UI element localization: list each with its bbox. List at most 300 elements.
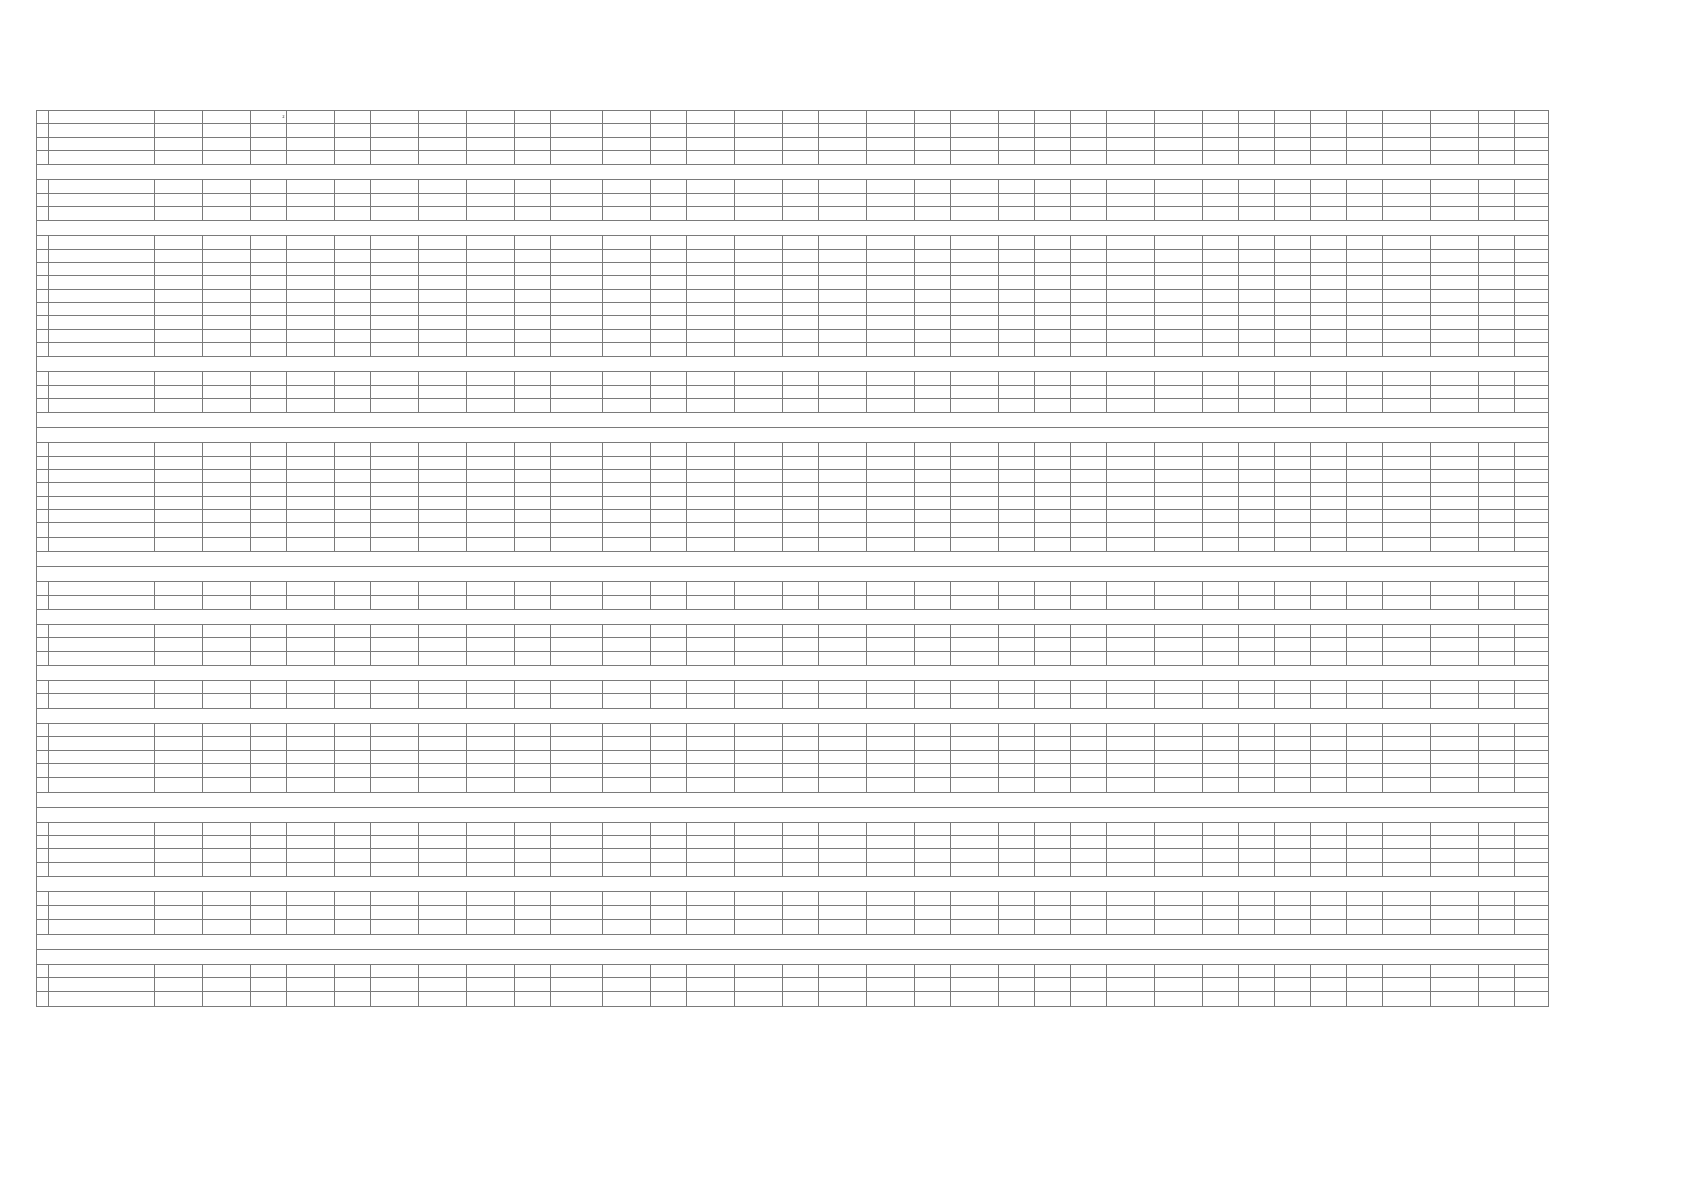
value-cell [1383, 750, 1431, 763]
value-cell [1239, 443, 1275, 456]
value-cell [1515, 849, 1549, 862]
value-cell [783, 249, 819, 262]
value-cell [467, 651, 515, 666]
value-cell [915, 737, 951, 750]
value-cell [1479, 193, 1515, 206]
value-cell [687, 385, 735, 398]
value-cell [1311, 329, 1347, 342]
value-cell [867, 595, 915, 610]
value-cell [735, 263, 783, 276]
value-cell [951, 302, 999, 315]
table-row [37, 302, 1549, 315]
value-cell [915, 638, 951, 651]
value-cell [335, 523, 371, 538]
value-cell [371, 263, 419, 276]
value-cell [867, 537, 915, 552]
address-cell [49, 470, 155, 483]
value-cell [1071, 651, 1107, 666]
value-cell [251, 763, 287, 778]
value-cell [1515, 737, 1549, 750]
value-cell [1071, 329, 1107, 342]
value-cell [155, 302, 203, 315]
value-cell [1383, 443, 1431, 456]
value-cell [1071, 595, 1107, 610]
value-cell [1071, 920, 1107, 935]
value-cell [371, 651, 419, 666]
value-cell [1239, 822, 1275, 835]
value-cell [783, 523, 819, 538]
value-cell [603, 723, 651, 736]
value-cell [1071, 992, 1107, 1007]
value-cell [1431, 595, 1479, 610]
row-number-cell [37, 249, 49, 262]
value-cell [551, 150, 603, 165]
value-cell [1383, 289, 1431, 302]
value-cell [1275, 723, 1311, 736]
value-cell [1155, 694, 1203, 709]
subtotal-row [37, 905, 1549, 920]
value-cell [551, 509, 603, 522]
value-cell [735, 836, 783, 849]
value-cell [651, 625, 687, 638]
value-cell [203, 263, 251, 276]
value-cell [783, 372, 819, 385]
value-cell [515, 137, 551, 150]
value-cell [203, 111, 251, 124]
value-cell [1107, 496, 1155, 509]
value-cell [1311, 180, 1347, 193]
value-cell [1155, 964, 1203, 977]
value-cell [783, 723, 819, 736]
value-cell [735, 651, 783, 666]
value-cell [819, 483, 867, 496]
value-cell [515, 537, 551, 552]
value-cell [603, 329, 651, 342]
value-cell [1311, 920, 1347, 935]
value-cell [371, 920, 419, 935]
value-cell [1203, 111, 1239, 124]
value-cell [1071, 180, 1107, 193]
value-cell [467, 385, 515, 398]
value-cell [1239, 509, 1275, 522]
value-cell [999, 263, 1035, 276]
value-cell [467, 316, 515, 329]
value-cell [1347, 137, 1383, 150]
section-heading-row [37, 792, 1549, 807]
value-cell [1311, 964, 1347, 977]
value-cell [951, 470, 999, 483]
section-heading-row [37, 428, 1549, 443]
row-number-cell [37, 483, 49, 496]
value-cell [251, 150, 287, 165]
value-cell [1203, 905, 1239, 920]
table-row [37, 625, 1549, 638]
value-cell [1203, 509, 1239, 522]
value-cell [155, 124, 203, 137]
value-cell [1383, 523, 1431, 538]
value-cell [783, 625, 819, 638]
value-cell [551, 316, 603, 329]
value-cell [155, 456, 203, 469]
value-cell [735, 862, 783, 877]
value-cell [783, 750, 819, 763]
value-cell [603, 977, 651, 992]
value-cell [371, 398, 419, 413]
address-cell [49, 651, 155, 666]
table-row [37, 822, 1549, 835]
value-cell [1275, 443, 1311, 456]
value-cell [419, 263, 467, 276]
value-cell [467, 483, 515, 496]
value-cell [467, 236, 515, 249]
value-cell [1035, 456, 1071, 469]
value-cell [335, 329, 371, 342]
value-cell [287, 750, 335, 763]
value-cell [1203, 329, 1239, 342]
value-cell [687, 651, 735, 666]
section-heading [37, 428, 1549, 443]
address-cell [49, 750, 155, 763]
value-cell [603, 849, 651, 862]
table-row [37, 723, 1549, 736]
table-row [37, 263, 1549, 276]
value-cell [551, 977, 603, 992]
value-cell [999, 372, 1035, 385]
row-number-cell [37, 763, 49, 778]
value-cell [1239, 342, 1275, 357]
value-cell [1479, 180, 1515, 193]
value-cell [467, 737, 515, 750]
value-cell [1071, 124, 1107, 137]
value-cell [419, 763, 467, 778]
value-cell [999, 977, 1035, 992]
value-cell [551, 905, 603, 920]
value-cell [551, 723, 603, 736]
value-cell [999, 342, 1035, 357]
value-cell [1515, 236, 1549, 249]
value-cell [1239, 263, 1275, 276]
value-cell [783, 150, 819, 165]
value-cell [1347, 470, 1383, 483]
value-cell [735, 625, 783, 638]
value-cell [1383, 385, 1431, 398]
value-cell [551, 638, 603, 651]
value-cell [419, 193, 467, 206]
section-heading-row [37, 610, 1549, 625]
value-cell [1155, 342, 1203, 357]
value-cell [819, 964, 867, 977]
value-cell [1275, 263, 1311, 276]
value-cell [1203, 398, 1239, 413]
value-cell [467, 694, 515, 709]
value-cell [515, 302, 551, 315]
value-cell [783, 920, 819, 935]
section-heading-row [37, 165, 1549, 180]
value-cell [783, 836, 819, 849]
value-cell [999, 964, 1035, 977]
value-cell [515, 372, 551, 385]
value-cell [867, 249, 915, 262]
value-cell [687, 193, 735, 206]
value-cell [335, 385, 371, 398]
value-cell [1347, 150, 1383, 165]
value-cell [1383, 651, 1431, 666]
value-cell [819, 694, 867, 709]
value-cell [335, 470, 371, 483]
value-cell [515, 849, 551, 862]
value-cell [867, 193, 915, 206]
value-cell [819, 496, 867, 509]
value-cell [419, 398, 467, 413]
value-cell [1431, 905, 1479, 920]
value-cell [1347, 892, 1383, 905]
value-cell [515, 470, 551, 483]
value-cell [1155, 206, 1203, 221]
value-cell [603, 537, 651, 552]
value-cell [1239, 836, 1275, 849]
value-cell [915, 289, 951, 302]
value-cell [1347, 180, 1383, 193]
value-cell [1239, 964, 1275, 977]
value-cell [1311, 750, 1347, 763]
value-cell [1203, 737, 1239, 750]
value-cell [1275, 582, 1311, 595]
value-cell [1107, 763, 1155, 778]
value-cell [951, 137, 999, 150]
value-cell [1155, 302, 1203, 315]
value-cell [1479, 523, 1515, 538]
row-number-cell [37, 694, 49, 709]
value-cell [603, 582, 651, 595]
value-cell [419, 509, 467, 522]
value-cell [1155, 385, 1203, 398]
value-cell [915, 150, 951, 165]
section-heading-row [37, 877, 1549, 892]
value-cell [203, 694, 251, 709]
value-cell [1479, 276, 1515, 289]
value-cell [1311, 849, 1347, 862]
value-cell [335, 289, 371, 302]
value-cell [467, 249, 515, 262]
value-cell [1515, 483, 1549, 496]
section-heading-row [37, 807, 1549, 822]
value-cell [603, 595, 651, 610]
value-cell [1479, 763, 1515, 778]
value-cell [251, 276, 287, 289]
value-cell [419, 964, 467, 977]
value-cell [1311, 263, 1347, 276]
value-cell [867, 849, 915, 862]
value-cell [867, 763, 915, 778]
value-cell [651, 582, 687, 595]
value-cell [951, 977, 999, 992]
value-cell [1035, 595, 1071, 610]
value-cell [419, 849, 467, 862]
value-cell [371, 977, 419, 992]
value-cell [419, 124, 467, 137]
value-cell [1431, 625, 1479, 638]
value-cell [1347, 193, 1383, 206]
value-cell [515, 750, 551, 763]
value-cell [1203, 124, 1239, 137]
value-cell [1479, 723, 1515, 736]
value-cell [1383, 342, 1431, 357]
value-cell [603, 456, 651, 469]
value-cell [1239, 750, 1275, 763]
value-cell [735, 329, 783, 342]
value-cell [419, 625, 467, 638]
subtotal-row [37, 523, 1549, 538]
row-number-cell [37, 977, 49, 992]
value-cell [1203, 443, 1239, 456]
value-cell [915, 905, 951, 920]
value-cell [371, 111, 419, 124]
value-cell [687, 180, 735, 193]
value-cell [1107, 862, 1155, 877]
value-cell [1203, 892, 1239, 905]
value-cell [1383, 483, 1431, 496]
value-cell [203, 496, 251, 509]
value-cell [335, 582, 371, 595]
value-cell [1203, 496, 1239, 509]
value-cell [1155, 137, 1203, 150]
row-number-cell [37, 920, 49, 935]
value-cell [1431, 723, 1479, 736]
value-cell [287, 595, 335, 610]
value-cell [951, 723, 999, 736]
value-cell [999, 737, 1035, 750]
value-cell [999, 778, 1035, 793]
value-cell [687, 625, 735, 638]
value-cell [1311, 496, 1347, 509]
value-cell [783, 763, 819, 778]
value-cell [735, 456, 783, 469]
value-cell [1275, 124, 1311, 137]
value-cell [735, 137, 783, 150]
value-cell [783, 992, 819, 1007]
value-cell [819, 398, 867, 413]
address-cell [49, 249, 155, 262]
value-cell [1431, 329, 1479, 342]
value-cell [867, 180, 915, 193]
value-cell [603, 236, 651, 249]
value-cell [1515, 862, 1549, 877]
address-cell [49, 822, 155, 835]
value-cell [1479, 892, 1515, 905]
value-cell [1383, 778, 1431, 793]
value-cell [1035, 180, 1071, 193]
section-heading-row [37, 552, 1549, 567]
value-cell [1203, 193, 1239, 206]
value-cell [419, 651, 467, 666]
value-cell [1155, 316, 1203, 329]
value-cell [783, 977, 819, 992]
value-cell [1311, 137, 1347, 150]
value-cell [951, 483, 999, 496]
value-cell [1431, 694, 1479, 709]
value-cell [1239, 681, 1275, 694]
address-cell [49, 737, 155, 750]
value-cell [1107, 276, 1155, 289]
value-cell [1515, 523, 1549, 538]
value-cell [371, 150, 419, 165]
value-cell [1515, 651, 1549, 666]
value-cell [951, 849, 999, 862]
value-cell [1275, 249, 1311, 262]
value-cell [735, 385, 783, 398]
table-row [37, 137, 1549, 150]
value-cell [999, 249, 1035, 262]
value-cell [735, 737, 783, 750]
value-cell [651, 595, 687, 610]
value-cell [1431, 372, 1479, 385]
row-number-cell [37, 111, 49, 124]
value-cell [1071, 822, 1107, 835]
value-cell [1383, 763, 1431, 778]
value-cell [419, 342, 467, 357]
address-cell [49, 496, 155, 509]
value-cell [371, 964, 419, 977]
value-cell [1431, 456, 1479, 469]
value-cell [335, 905, 371, 920]
value-cell [251, 582, 287, 595]
row-number-cell [37, 137, 49, 150]
value-cell [783, 822, 819, 835]
value-cell [1035, 150, 1071, 165]
value-cell [155, 625, 203, 638]
value-cell [371, 523, 419, 538]
value-cell [467, 150, 515, 165]
value-cell [1107, 206, 1155, 221]
value-cell [1155, 836, 1203, 849]
address-cell [49, 523, 155, 538]
value-cell [287, 483, 335, 496]
value-cell [155, 111, 203, 124]
value-cell [551, 892, 603, 905]
value-cell [735, 582, 783, 595]
value-cell [1431, 638, 1479, 651]
value-cell [1275, 385, 1311, 398]
value-cell [1311, 342, 1347, 357]
value-cell [203, 977, 251, 992]
value-cell [1479, 822, 1515, 835]
value-cell [951, 329, 999, 342]
value-cell [1239, 977, 1275, 992]
address-cell [49, 977, 155, 992]
value-cell [371, 905, 419, 920]
value-cell [867, 276, 915, 289]
address-cell [49, 193, 155, 206]
value-cell [515, 582, 551, 595]
value-cell [915, 651, 951, 666]
value-cell [999, 694, 1035, 709]
value-cell [1035, 763, 1071, 778]
value-cell [687, 329, 735, 342]
value-cell [951, 763, 999, 778]
value-cell [203, 723, 251, 736]
value-cell [687, 694, 735, 709]
value-cell [819, 470, 867, 483]
value-cell [867, 150, 915, 165]
value-cell [735, 681, 783, 694]
value-cell [467, 862, 515, 877]
value-cell [203, 470, 251, 483]
value-cell [1155, 681, 1203, 694]
value-cell [287, 582, 335, 595]
address-cell [49, 638, 155, 651]
value-cell [1203, 822, 1239, 835]
value-cell [603, 681, 651, 694]
